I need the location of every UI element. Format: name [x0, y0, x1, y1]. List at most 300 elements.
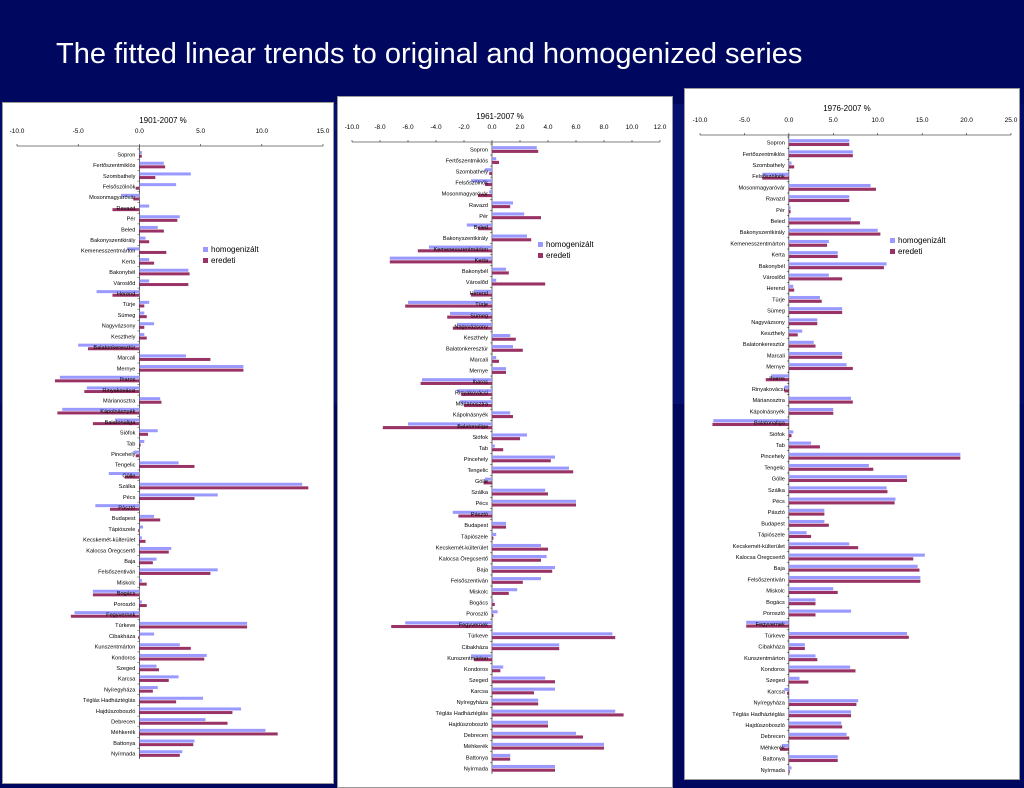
bar-original — [789, 333, 798, 336]
bar-homogenized — [492, 345, 513, 348]
category-label: Baja — [773, 566, 785, 573]
bar-homogenized — [139, 151, 141, 154]
chart-panel-1961-2007 — [337, 96, 673, 788]
bar-homogenized — [139, 429, 157, 432]
category-label: Kemenesszentmárton — [80, 248, 136, 255]
category-label: Mosonmagyaróvár — [738, 185, 785, 192]
x-tick-label: -5.0 — [72, 128, 84, 135]
category-label: Beled — [770, 219, 785, 225]
category-label: Fegyvernek — [458, 622, 488, 629]
bar-homogenized — [789, 318, 817, 321]
bar-original — [492, 769, 555, 772]
bar-homogenized — [492, 643, 559, 646]
bar-original — [139, 540, 145, 543]
x-tick-label: -5.0 — [738, 117, 751, 124]
bar-original — [139, 444, 140, 447]
bar-homogenized — [492, 235, 527, 238]
category-label: Debrecen — [463, 733, 488, 740]
category-label: Karcsa — [117, 676, 136, 683]
category-label: Szeged — [765, 678, 785, 685]
legend-swatch — [890, 249, 895, 254]
category-label: Bogács — [766, 599, 785, 606]
bar-homogenized — [789, 632, 907, 635]
bar-homogenized — [139, 354, 186, 357]
bar-homogenized — [789, 520, 825, 523]
category-label: Gölle — [122, 473, 136, 480]
bar-original — [492, 614, 493, 617]
bar-original — [492, 470, 573, 473]
bar-original — [789, 233, 881, 236]
bar-original — [139, 572, 210, 575]
x-tick-label: 0.0 — [784, 117, 794, 124]
x-tick-label: 4.0 — [543, 124, 553, 131]
category-label: Pincehely — [760, 454, 785, 461]
x-tick-label: 10.0 — [625, 124, 639, 131]
category-label: Pécs — [475, 501, 488, 508]
category-label: Debrecen — [760, 734, 785, 741]
legend-swatch — [890, 238, 895, 243]
category-label: Fertőszentmiklós — [445, 158, 488, 165]
category-label: Nyírmada — [760, 767, 785, 774]
bar-original — [492, 415, 513, 418]
bar-original — [789, 759, 838, 762]
legend-label: homogenizált — [211, 245, 259, 254]
bar-homogenized — [789, 184, 871, 187]
bar-original — [139, 283, 188, 286]
x-tick-label: -2.0 — [458, 124, 470, 131]
bar-homogenized — [492, 334, 510, 337]
category-label: Rinyakovácsi — [455, 390, 488, 397]
category-label: Sümeg — [767, 308, 785, 315]
bar-homogenized — [492, 555, 547, 558]
category-label: Türje — [772, 297, 785, 304]
bar-original — [789, 703, 857, 706]
bar-homogenized — [789, 430, 793, 433]
bar-homogenized — [789, 218, 851, 221]
bar-original — [789, 557, 913, 560]
category-label: Kondoros — [760, 667, 785, 673]
bar-original — [139, 700, 176, 703]
category-label: Kondoros — [464, 666, 488, 673]
bar-original — [139, 668, 159, 671]
bar-homogenized — [789, 229, 878, 232]
x-tick-label: 25.0 — [1004, 117, 1018, 124]
bar-original — [139, 518, 160, 521]
category-label: Téglás Hadháztéglás — [435, 711, 488, 718]
category-label: Cibakháza — [108, 633, 136, 640]
category-label: Mernye — [116, 366, 136, 373]
bar-homogenized — [789, 150, 853, 153]
bar-homogenized — [789, 475, 907, 478]
bar-original — [789, 535, 811, 538]
category-label: Bakonybél — [461, 269, 488, 276]
category-label: Nyírmada — [111, 751, 136, 758]
legend-label: eredeti — [211, 256, 236, 265]
bar-homogenized — [139, 365, 243, 368]
legend-swatch — [538, 242, 543, 247]
bar-original — [789, 490, 888, 493]
category-label: Túrkeve — [764, 633, 785, 640]
x-tick-label: -6.0 — [402, 124, 414, 131]
category-label: Tápiószele — [757, 532, 785, 539]
bar-homogenized — [492, 566, 555, 569]
bar-original — [492, 603, 495, 606]
bar-original — [489, 172, 492, 175]
x-tick-label: -10.0 — [344, 124, 360, 131]
category-label: Kerta — [474, 258, 488, 265]
bar-original — [139, 625, 247, 628]
bar-original — [789, 445, 820, 448]
chart-1901-2007 — [3, 103, 333, 783]
category-label: Balatonaliga — [754, 420, 785, 427]
bar-homogenized — [492, 710, 615, 713]
bar-original — [139, 604, 146, 607]
bar-original — [492, 216, 541, 219]
x-tick-label: 20.0 — [960, 117, 973, 124]
bar-homogenized — [139, 322, 154, 325]
bar-homogenized — [139, 633, 154, 636]
category-label: Téglás Hadháztéglás — [82, 698, 136, 705]
bar-homogenized — [492, 721, 548, 724]
category-label: Tengelic — [764, 465, 785, 472]
category-label: Pásztó — [767, 510, 785, 517]
bar-original — [789, 501, 895, 504]
bar-original — [789, 569, 920, 572]
bar-homogenized — [139, 643, 179, 646]
category-label: Rinyakovácsi — [751, 387, 785, 393]
category-label: Siófok — [769, 431, 785, 438]
category-label: Budapest — [111, 516, 136, 523]
bar-homogenized — [139, 172, 190, 175]
category-label: Battonya — [113, 740, 136, 747]
bar-homogenized — [789, 363, 847, 366]
bar-original — [789, 255, 838, 258]
bar-original — [789, 580, 921, 583]
category-label: Tengelic — [114, 462, 136, 469]
bar-original — [139, 561, 152, 564]
category-label: Szálka — [118, 484, 136, 491]
bar-original — [789, 770, 790, 773]
bar-original — [139, 326, 144, 329]
bar-original — [789, 356, 842, 359]
bar-homogenized — [789, 509, 825, 512]
category-label: Siófok — [472, 434, 488, 441]
category-label: Hajdúszoboszló — [95, 708, 136, 715]
bar-original — [492, 526, 506, 529]
category-label: Balatonkeresztúr — [93, 344, 136, 351]
bar-original — [492, 282, 545, 285]
bar-homogenized — [139, 279, 149, 282]
bar-original — [139, 690, 152, 693]
category-label: Szombathely — [752, 163, 785, 169]
category-label: Szálka — [768, 487, 785, 494]
x-tick-label: 15.0 — [316, 128, 330, 135]
category-label: Kunszentmárton — [447, 655, 488, 662]
bar-original — [139, 337, 146, 340]
category-label: Téglás Hadháztéglás — [732, 711, 785, 718]
bar-original — [139, 658, 204, 661]
bar-original — [789, 188, 876, 191]
bar-homogenized — [789, 755, 838, 758]
bar-homogenized — [139, 654, 206, 657]
x-tick-label: -10.0 — [9, 128, 25, 135]
category-label: Kalocsa Öregcsertő — [438, 556, 488, 563]
bar-homogenized — [492, 489, 545, 492]
category-label: Tápiószele — [460, 534, 488, 541]
bar-homogenized — [139, 515, 154, 518]
bar-homogenized — [492, 500, 576, 503]
category-label: Kalocsa Öregcsertő — [86, 548, 136, 555]
category-label: Méhkerék — [463, 744, 488, 751]
bar-original — [492, 548, 548, 551]
x-tick-label: 8.0 — [599, 124, 609, 131]
bar-homogenized — [139, 301, 149, 304]
category-label: Márianosztra — [103, 398, 136, 405]
bar-homogenized — [492, 754, 510, 757]
bar-homogenized — [789, 464, 869, 467]
bar-homogenized — [139, 718, 205, 721]
bar-homogenized — [789, 296, 820, 299]
bar-original — [492, 636, 615, 639]
bar-original — [492, 680, 555, 683]
bar-original — [789, 300, 822, 303]
category-label: Kondoros — [111, 655, 136, 662]
category-label: Felsőszölnök — [455, 180, 488, 187]
category-label: Túrkeve — [115, 623, 136, 630]
bar-original — [139, 304, 144, 307]
bar-original — [789, 277, 842, 280]
x-tick-label: 5.0 — [196, 128, 206, 135]
bar-original — [492, 758, 510, 761]
bar-homogenized — [492, 588, 517, 591]
bar-homogenized — [789, 486, 887, 489]
bar-homogenized — [139, 547, 171, 550]
category-label: Sümeg — [117, 312, 136, 319]
bar-original — [789, 434, 792, 437]
category-label: Karcsa — [470, 688, 488, 695]
category-label: Kerta — [122, 259, 136, 266]
category-label: Türje — [122, 302, 136, 309]
bar-homogenized — [139, 675, 178, 678]
x-tick-label: -8.0 — [374, 124, 386, 131]
bar-homogenized — [789, 565, 918, 568]
slide-title: The fitted linear trends to original and homogenized series — [56, 38, 803, 70]
category-label: Keszthely — [463, 335, 488, 342]
bar-original — [492, 592, 509, 595]
category-label: Városlőd — [465, 280, 488, 287]
category-label: Pér — [126, 216, 136, 223]
bar-homogenized — [139, 568, 217, 571]
bar-original — [789, 602, 816, 605]
category-label: Nagyvázsony — [751, 319, 785, 326]
bar-homogenized — [492, 356, 496, 359]
category-label: Fegyvernek — [755, 622, 785, 629]
bar-original — [789, 165, 794, 168]
bar-original — [139, 732, 277, 735]
legend-swatch — [203, 247, 208, 252]
bar-original — [139, 679, 168, 682]
bar-homogenized — [139, 558, 156, 561]
x-tick-label: 6.0 — [571, 124, 581, 131]
category-label: Ravazd — [116, 205, 136, 212]
category-label: Nyíregyháza — [103, 687, 136, 694]
bar-homogenized — [139, 205, 149, 208]
category-label: Herend — [766, 286, 785, 293]
bar-homogenized — [789, 554, 925, 557]
chart-title: 1901-2007 % — [139, 116, 187, 125]
bar-homogenized — [492, 610, 498, 613]
category-label: Hajdúszoboszló — [745, 723, 785, 729]
category-label: Iharos — [119, 377, 136, 384]
category-label: Kecskemét-külterület — [435, 545, 488, 552]
category-label: Városlőd — [113, 280, 136, 287]
bar-homogenized — [492, 699, 538, 702]
bar-original — [789, 244, 827, 247]
bar-homogenized — [139, 333, 144, 336]
category-label: Nagyvázsony — [454, 324, 488, 331]
x-tick-label: -4.0 — [430, 124, 442, 131]
bar-original — [789, 714, 851, 717]
bar-original — [492, 360, 499, 363]
chart-title: 1961-2007 % — [476, 112, 524, 121]
bar-homogenized — [789, 453, 960, 456]
category-label: Pér — [479, 213, 488, 220]
bar-original — [492, 669, 500, 672]
category-label: Márianosztra — [455, 401, 488, 408]
category-label: Gölle — [474, 479, 488, 486]
bar-original — [139, 551, 168, 554]
bar-original — [139, 583, 146, 586]
bar-original — [492, 459, 551, 462]
bar-homogenized — [139, 729, 265, 732]
category-label: Bogács — [469, 600, 488, 607]
x-tick-label: -10.0 — [692, 117, 708, 124]
x-tick-label: 15.0 — [915, 117, 929, 124]
category-label: Keszthely — [111, 334, 136, 341]
category-label: Bogács — [116, 591, 136, 598]
bar-homogenized — [789, 677, 800, 680]
category-label: Ravazd — [469, 202, 488, 209]
bar-homogenized — [139, 740, 194, 743]
category-label: Budapest — [464, 523, 488, 530]
category-label: Türje — [475, 302, 488, 309]
category-label: Márianosztra — [752, 398, 785, 405]
bar-original — [492, 537, 493, 540]
bar-original — [138, 636, 139, 639]
category-label: Kápolnásnyék — [100, 409, 136, 416]
bar-homogenized — [492, 677, 545, 680]
bar-original — [139, 401, 161, 404]
x-tick-label: 10.0 — [255, 128, 269, 135]
bar-homogenized — [492, 367, 506, 370]
bar-original — [789, 401, 853, 404]
bar-homogenized — [789, 576, 921, 579]
category-label: Poroszló — [113, 601, 136, 608]
bar-homogenized — [139, 237, 145, 240]
bar-original — [789, 154, 853, 157]
bar-original — [789, 221, 860, 224]
bar-original — [136, 454, 140, 457]
bar-homogenized — [789, 397, 851, 400]
bar-homogenized — [492, 146, 537, 149]
bar-original — [139, 433, 148, 436]
category-label: Mernye — [766, 364, 785, 371]
bar-homogenized — [139, 600, 141, 603]
category-label: Túrkeve — [467, 633, 488, 640]
chart-1976-2007 — [685, 89, 1019, 779]
bar-original — [789, 457, 960, 460]
category-label: Iharos — [769, 375, 785, 382]
bar-homogenized — [139, 707, 241, 710]
x-tick-label: 0.0 — [487, 124, 497, 131]
category-label: Marcali — [469, 357, 488, 364]
bar-original — [139, 369, 243, 372]
bar-original — [492, 271, 509, 274]
bar-original — [789, 681, 809, 684]
category-label: Balatonaliga — [104, 419, 136, 426]
category-label: Sopron — [117, 152, 136, 159]
bar-homogenized — [789, 442, 811, 445]
bar-homogenized — [139, 483, 302, 486]
category-label: Sümeg — [470, 313, 488, 320]
bar-original — [139, 165, 165, 168]
bar-homogenized — [492, 157, 496, 160]
bar-homogenized — [789, 285, 793, 288]
bar-original — [787, 692, 789, 695]
category-label: Pincehely — [463, 456, 488, 463]
bar-original — [492, 205, 510, 208]
bar-original — [136, 187, 140, 190]
category-label: Kemenesszentmárton — [433, 246, 488, 253]
category-label: Balatonkeresztúr — [446, 346, 488, 353]
category-label: Kunszentmárton — [94, 644, 136, 651]
bar-homogenized — [789, 240, 829, 243]
bar-original — [492, 448, 503, 451]
bar-homogenized — [789, 643, 805, 646]
category-label: Kalocsa Öregcsertő — [735, 555, 785, 561]
bar-homogenized — [789, 195, 849, 198]
chart-title: 1976-2007 % — [823, 104, 871, 113]
category-label: Kunszentmárton — [744, 655, 785, 662]
bar-original — [492, 570, 552, 573]
bar-original — [492, 724, 548, 727]
category-label: Bakonybél — [758, 263, 785, 270]
category-label: Miskolc — [116, 580, 136, 587]
bar-original — [789, 647, 805, 650]
category-label: Szeged — [469, 677, 488, 684]
bar-original — [492, 691, 534, 694]
category-label: Felsőszölnök — [752, 174, 785, 181]
bar-homogenized — [789, 352, 842, 355]
bar-homogenized — [789, 610, 851, 613]
bar-original — [789, 345, 816, 348]
category-label: Nyíregyháza — [753, 700, 785, 707]
bar-homogenized — [492, 522, 506, 525]
category-label: Iharos — [472, 379, 488, 386]
category-label: Fertőszentmiklós — [742, 151, 785, 158]
category-label: Pécs — [122, 494, 136, 501]
bar-original — [789, 210, 791, 213]
bar-original — [139, 155, 141, 158]
bar-original — [139, 262, 154, 265]
bar-original — [784, 389, 788, 392]
category-label: Pécs — [772, 499, 785, 505]
category-label: Bakonyszentkirály — [739, 230, 785, 237]
category-label: Bakonyszentkirály — [442, 235, 488, 242]
bar-homogenized — [784, 386, 788, 389]
bar-original — [138, 529, 139, 532]
chart-panel-1901-2007 — [2, 102, 334, 784]
